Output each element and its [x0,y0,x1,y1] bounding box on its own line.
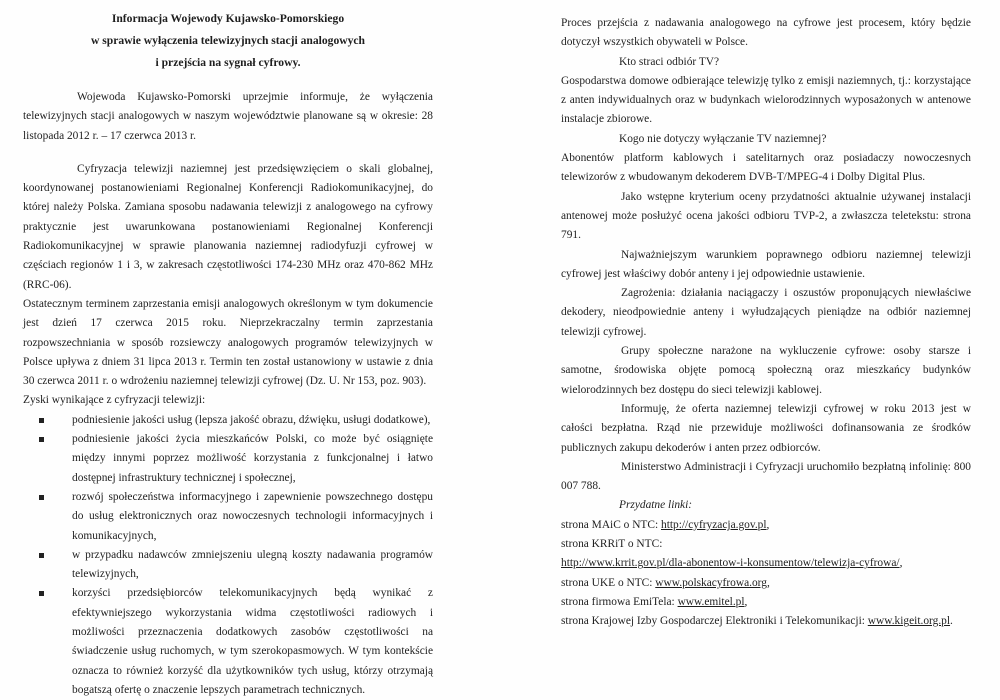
link-kigeit[interactable]: www.kigeit.org.pl [867,615,951,628]
link-item-uke: strona UKE o NTC: www.polskacyfrowa.org, [561,576,770,589]
benefits-list [23,411,433,700]
link-item-kigeit: strona Krajowej Izby Gospodarczej Elektroniki i Telekomunikacji: www.kigeit.org.pl. [561,615,953,628]
benefit-item: korzyści przedsiębiorców telekomunikacyjnych będą wynikać z efektywniejszego wykorzystania widma częstotliwości radiowych i możliwości przeznaczenia dodatkowych zasobów częstotliwości na świadczenie usług ruchomych, w tym szerokopasmowych. W tym kontekście oznacza to również korzyść dla użytkowników tych usług, którzy otrzymają bogatszą ofertę o znaczenie lepszych parametrach technicznych. [72,584,433,700]
link-item-emitel: strona firmowa EmiTela: www.emitel.pl, [561,595,748,608]
links-heading: Przydatne linki: [619,499,693,512]
bullet-icon [39,553,44,558]
bullet-icon [39,591,44,596]
links-list [561,516,971,632]
question-who-loses: Kto straci odbiór TV? [619,55,720,68]
link-maic[interactable]: http://cyfryzacja.gov.pl [661,518,767,531]
left-column [23,0,433,700]
criterion-paragraph: Jako wstępne kryterium oceny przydatności aktualnie używanej instalacji antenowej może posłużyć ocena jakości odbioru TVP-2, a zwłaszcza teletekstu: strona 791. [561,190,971,242]
link-krrit[interactable]: http://www.krrit.gov.pl/dla-abonentow-i-konsumentow/telewizja-cyfrowa/ [561,557,900,570]
process-paragraph: Proces przejścia z nadawania analogowego na cyfrowe jest procesem, który będzie dotyczył wszystkich obywateli w Polsce. [561,17,971,49]
bullet-icon [39,418,44,423]
condition-paragraph: Najważniejszym warunkiem poprawnego odbioru naziemnej telewizji cyfrowej jest właściwy dobór anteny i jej odpowiednie ustawienie. [561,248,971,280]
offer-paragraph: Informuję, że oferta naziemnej telewizji cyfrowej w roku 2013 jest w całości bezpłatna. Rząd nie przewiduje możliwości dofinansowania ze środków publicznych zakupu dekoderów i anten przez odbiorców. [561,402,971,454]
bullet-icon [39,495,44,500]
benefit-item: podniesienie jakości życia mieszkańców Polski, co może być osiągnięte między innymi poprzez możliwość korzystania z funkcjonalnej i łatwo dostępnej infrastruktury technicznej i społecznej, [72,430,433,488]
groups-paragraph: Grupy społeczne narażone na wykluczenie cyfrowe: osoby starsze i samotne, środowiska objęte pomocą społeczną oraz mieszkańcy budynków wielorodzinnych bez dostępu do sieci telewizji kablowej. [561,345,971,396]
hotline-paragraph: Ministerstwo Administracji i Cyfryzacji uruchomiło bezpłatną infolinię: 800 007 788. [561,460,971,493]
document-title [23,8,433,74]
right-column [561,14,971,632]
benefits-heading: Zyski wynikające z cyfryzacji telewizji: [23,394,206,407]
deadline-paragraph: Ostatecznym terminem zaprzestania emisji analogowych określonym w tym dokumencie jest dzień 17 czerwca 2015 roku. Nieprzekraczalny termin zaprzestania rozpowszechniania w sposób rozsiewczy analogowych programów telewizyjnych w Polsce upływa z dniem 31 lipca 2013 r. Termin ten został ustanowiony w ustawie z dnia 30 czerwca 2011 r. o wdrożeniu naziemnej telewizji cyfrowej (Dz. U. Nr 153, poz. 903). [23,297,433,388]
benefit-item: w przypadku nadawców zmniejszeniu ulegną koszty nadawania programów telewizyjnych, [72,546,433,585]
intro-paragraph: Wojewoda Kujawsko-Pomorski uprzejmie informuje, że wyłączenia telewizyjnych stacji analogowych w naszym województwie planowane są w okresie: 28 listopada 2012 r. – 17 czerwca 2013 r. [23,91,433,142]
title-line: i przejścia na sygnał cyfrowy. [155,56,301,69]
question-not-affected: Kogo nie dotyczy wyłączanie TV naziemnej? [619,132,827,145]
link-emitel[interactable]: www.emitel.pl [677,595,745,608]
link-uke[interactable]: www.polskacyfrowa.org [655,576,767,589]
answer-who-loses: Gospodarstwa domowe odbierające telewizję tylko z emisji naziemnych, tj.: korzystające z anten indywidualnych oraz w budynkach wielorodzinnych wyposażonych w antenowe instalacje zbiorowe. [561,74,971,126]
answer-not-affected: Abonentów platform kablowych i satelitarnych oraz posiadaczy nowoczesnych telewizorów z wbudowanym dekoderem DVB-T/MPEG-4 i Dolby Digital Plus. [561,152,971,184]
benefit-item: podniesienie jakości usług (lepsza jakość obrazu, dźwięku, usługi dodatkowe), [72,411,433,430]
link-item-krrit-label: strona KRRiT o NTC: [561,538,663,551]
digitization-paragraph: Cyfryzacja telewizji naziemnej jest przedsięwzięciem o skali globalnej, koordynowanej postanowieniami Regionalnej Konferencji Radiokomunikacyjnej, do której należy Polska. Zamiana sposobu nadawania telewizji z analogowego na cyfrowy praktycznie jest uwarunkowana postanowieniami Regionalnej Konferencji Radiokomunikacyjnej w sprawie planowania naziemnej radiodyfuzji cyfrowej w częściach regionów 1 i 3, w zakresach częstotliwości 174-230 MHz oraz 470-862 MHz (RRC-06). [23,162,433,291]
title-line: w sprawie wyłączenia telewizyjnych stacji analogowych [90,34,366,47]
benefit-item: rozwój społeczeństwa informacyjnego i zapewnienie powszechnego dostępu do usług elektronicznych oraz nowoczesnych technologii informacyjnych i komunikacyjnych, [72,488,433,546]
threats-paragraph: Zagrożenia: działania naciągaczy i oszustów proponujących niewłaściwe dekodery, nieodpowiednie anteny i wyłudzających pieniądze na odbiór naziemnej telewizji cyfrowej. [561,287,971,338]
bullet-icon [39,437,44,442]
link-item-krrit: http://www.krrit.gov.pl/dla-abonentow-i-konsumentow/telewizja-cyfrowa/, [561,557,903,570]
link-item-maic: strona MAiC o NTC: http://cyfryzacja.gov.pl, [561,518,770,531]
title-line: Informacja Wojewody Kujawsko-Pomorskiego [111,12,345,25]
